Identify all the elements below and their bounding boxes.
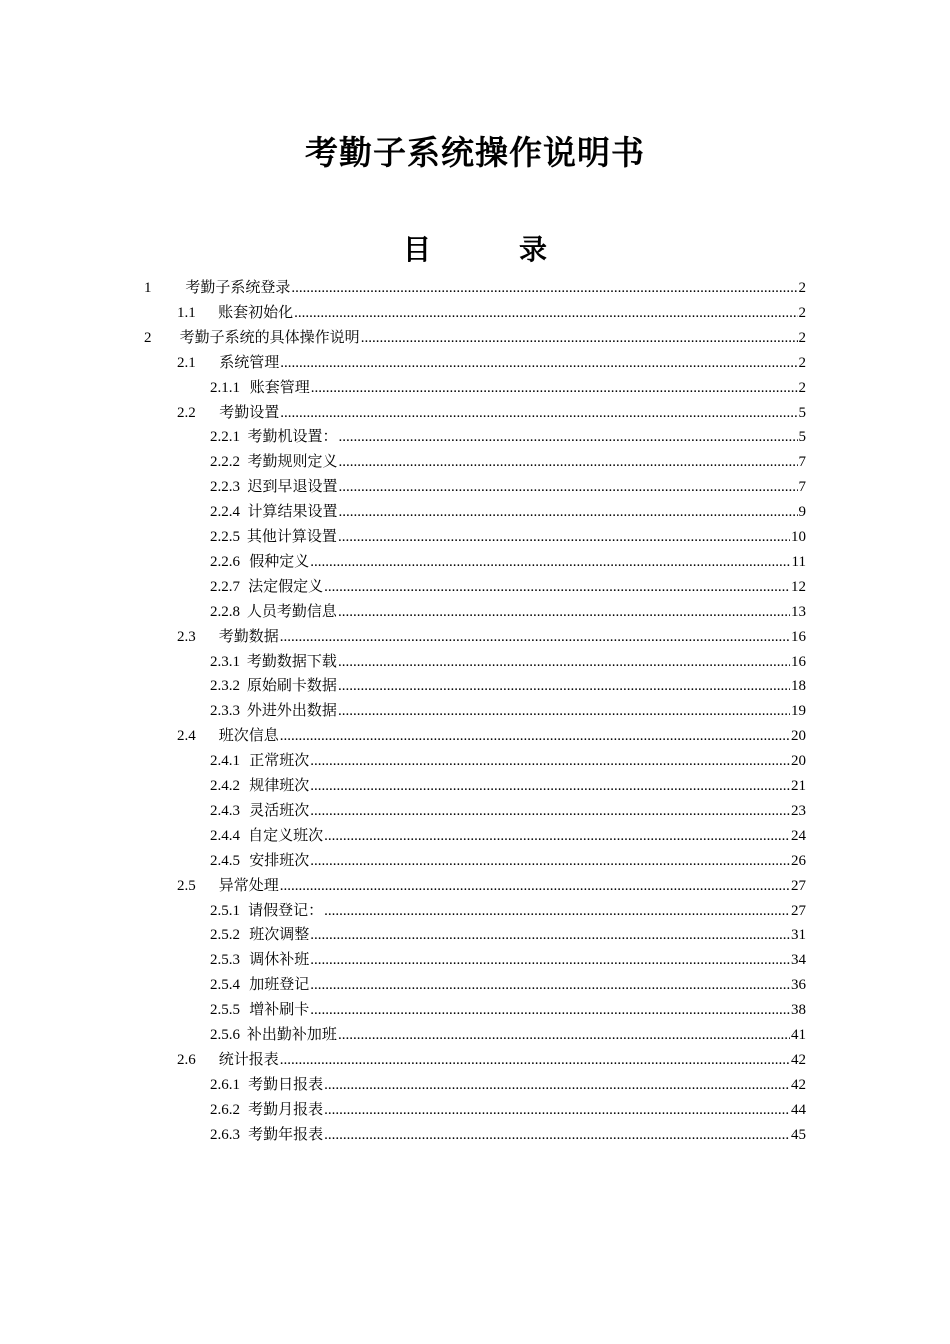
toc-dot-leader bbox=[310, 998, 790, 1023]
toc-entry[interactable] bbox=[210, 947, 806, 972]
toc-dot-leader bbox=[291, 276, 797, 301]
toc-entry-page-number: 45 bbox=[791, 1126, 806, 1143]
toc-heading: 目 录 bbox=[402, 233, 577, 266]
toc-entry-page-number: 44 bbox=[791, 1101, 806, 1118]
toc-entry-number: 2.3.3 bbox=[210, 703, 240, 720]
toc-entry-page-number: 12 bbox=[791, 578, 806, 595]
toc-entry-page-number: 31 bbox=[791, 927, 806, 944]
toc-dot-leader bbox=[324, 1073, 790, 1098]
toc-entry-page-number: 23 bbox=[791, 802, 806, 819]
toc-entry[interactable] bbox=[210, 997, 806, 1022]
toc-dot-leader bbox=[361, 326, 798, 351]
toc-entry[interactable] bbox=[177, 300, 806, 325]
toc-dot-leader bbox=[339, 425, 798, 450]
toc-entry-title: 考勤子系统登录 bbox=[185, 278, 291, 296]
toc-entry[interactable] bbox=[210, 673, 806, 698]
toc-entry[interactable] bbox=[210, 698, 806, 723]
toc-entry-title: 考勤年报表 bbox=[248, 1124, 324, 1143]
toc-dot-leader bbox=[338, 1023, 790, 1048]
toc-entry-number: 2.1.1 bbox=[210, 379, 240, 396]
toc-entry-title: 考勤月报表 bbox=[248, 1099, 324, 1118]
toc-entry-title: 账套初始化 bbox=[218, 302, 294, 321]
toc-entry-number: 2.4.3 bbox=[210, 802, 240, 819]
toc-entry[interactable] bbox=[177, 873, 806, 898]
toc-entry-number: 2.1 bbox=[177, 354, 196, 371]
toc-entry[interactable] bbox=[210, 748, 806, 773]
toc-entry-number: 2.2.1 bbox=[210, 429, 240, 446]
toc-dot-leader bbox=[324, 899, 790, 924]
toc-entry[interactable] bbox=[210, 773, 806, 798]
toc-entry-page-number: 26 bbox=[791, 852, 806, 869]
toc-dot-leader bbox=[310, 923, 790, 948]
toc-entry-page-number: 2 bbox=[798, 280, 806, 296]
toc-entry-title: 灵活班次 bbox=[249, 800, 310, 819]
toc-entry-number: 2.5.4 bbox=[210, 977, 240, 994]
toc-entry-number: 2.2.6 bbox=[210, 553, 240, 570]
toc-entry[interactable] bbox=[210, 549, 806, 574]
toc-entry-title: 考勤数据下载 bbox=[246, 651, 337, 670]
toc-entry-title: 人员考勤信息 bbox=[246, 601, 337, 620]
toc-entry[interactable] bbox=[210, 424, 806, 449]
toc-entry-title: 自定义班次 bbox=[248, 825, 324, 844]
toc-entry-page-number: 9 bbox=[798, 504, 806, 521]
toc-entry-title: 假种定义 bbox=[249, 551, 310, 570]
toc-entry[interactable] bbox=[210, 972, 806, 997]
toc-dot-leader bbox=[310, 774, 790, 799]
toc-entry-number: 2.6 bbox=[177, 1051, 196, 1068]
toc-entry-number: 2.2.2 bbox=[210, 454, 240, 471]
toc-entry-number: 2.4 bbox=[177, 728, 196, 745]
toc-entry-number: 2.3.2 bbox=[210, 678, 240, 695]
toc-entry-title: 考勤规则定义 bbox=[247, 452, 338, 471]
toc-entry-title: 异常处理 bbox=[218, 875, 279, 894]
toc-entry[interactable] bbox=[210, 1097, 806, 1122]
toc-entry-title: 外进外出数据 bbox=[246, 701, 337, 720]
toc-dot-leader bbox=[339, 475, 798, 500]
toc-dot-leader bbox=[280, 625, 790, 650]
toc-entry-title: 调休补班 bbox=[249, 950, 310, 969]
toc-entry[interactable] bbox=[177, 1047, 806, 1072]
toc-dot-leader bbox=[311, 376, 798, 401]
toc-entry-page-number: 27 bbox=[791, 877, 806, 894]
toc-entry-title: 安排班次 bbox=[249, 850, 310, 869]
toc-entry[interactable] bbox=[144, 275, 806, 300]
toc-dot-leader bbox=[339, 450, 798, 475]
toc-entry[interactable] bbox=[177, 723, 806, 748]
toc-entry-title: 考勤机设置： bbox=[247, 427, 338, 446]
toc-entry[interactable] bbox=[210, 798, 806, 823]
toc-entry[interactable] bbox=[210, 599, 806, 624]
toc-dot-leader bbox=[324, 1098, 790, 1123]
toc-entry-title: 请假登记： bbox=[248, 900, 324, 919]
toc-entry-number: 1.1 bbox=[177, 304, 196, 321]
toc-entry-page-number: 7 bbox=[798, 454, 806, 471]
toc-entry-page-number: 16 bbox=[791, 628, 806, 645]
toc-dot-leader bbox=[338, 699, 790, 724]
toc-dot-leader bbox=[338, 600, 790, 625]
toc-entry-number: 1 bbox=[144, 280, 152, 296]
toc-entry[interactable] bbox=[210, 823, 806, 848]
toc-entry-number: 2.5.1 bbox=[210, 902, 240, 919]
toc-entry-page-number: 38 bbox=[791, 1002, 806, 1019]
toc-entry-number: 2.5.2 bbox=[210, 927, 240, 944]
toc-entry[interactable] bbox=[210, 474, 806, 499]
toc-entry-page-number: 20 bbox=[791, 728, 806, 745]
toc-entry-number: 2.6.2 bbox=[210, 1101, 240, 1118]
toc-entry-page-number: 21 bbox=[791, 778, 806, 794]
toc-dot-leader bbox=[280, 351, 797, 376]
toc-entry[interactable] bbox=[210, 922, 806, 947]
toc-dot-leader bbox=[324, 575, 790, 600]
toc-entry[interactable] bbox=[144, 325, 806, 350]
toc-entry-page-number: 34 bbox=[791, 952, 806, 969]
toc-entry-number: 2.5.5 bbox=[210, 1002, 240, 1019]
toc-entry-number: 2.4.1 bbox=[210, 753, 240, 770]
toc-dot-leader bbox=[280, 401, 797, 426]
toc-dot-leader bbox=[338, 525, 790, 550]
toc-entry-page-number: 42 bbox=[791, 1051, 806, 1068]
toc-entry-page-number: 24 bbox=[791, 827, 806, 844]
toc-entry[interactable] bbox=[210, 649, 806, 674]
toc-entry-number: 2.2 bbox=[177, 404, 196, 421]
toc-dot-leader bbox=[310, 550, 790, 575]
toc-entry-title: 账套管理 bbox=[249, 377, 310, 396]
toc-dot-leader bbox=[324, 824, 790, 849]
toc-entry-page-number: 16 bbox=[791, 653, 806, 670]
toc-entry[interactable] bbox=[210, 1072, 806, 1097]
document-title: 考勤子系统操作说明书 bbox=[305, 133, 645, 172]
toc-entry[interactable] bbox=[210, 898, 806, 923]
toc-entry-title: 正常班次 bbox=[249, 751, 310, 770]
toc-entry-number: 2.3 bbox=[177, 628, 196, 645]
toc-dot-leader bbox=[338, 674, 790, 699]
toc-entry-number: 2.2.4 bbox=[210, 504, 240, 521]
toc-entry-page-number: 2 bbox=[798, 379, 806, 396]
toc-entry-title: 考勤日报表 bbox=[248, 1074, 324, 1093]
toc-entry-page-number: 5 bbox=[798, 429, 806, 446]
toc-entry-page-number: 10 bbox=[791, 529, 806, 545]
toc-entry-page-number: 7 bbox=[798, 479, 806, 496]
toc-entry-page-number: 5 bbox=[798, 404, 806, 421]
toc-entry-title: 原始刷卡数据 bbox=[246, 676, 337, 695]
toc-entry-number: 2.4.5 bbox=[210, 852, 240, 869]
toc-entry-title: 系统管理 bbox=[219, 352, 280, 371]
toc-entry-title: 班次信息 bbox=[218, 726, 279, 745]
toc-dot-leader bbox=[280, 724, 790, 749]
toc-dot-leader bbox=[280, 1048, 790, 1073]
toc-entry-title: 考勤数据 bbox=[218, 626, 279, 645]
toc-entry-number: 2.2.5 bbox=[210, 529, 240, 545]
toc-entry[interactable] bbox=[177, 400, 806, 425]
toc-entry-title: 考勤设置 bbox=[219, 402, 280, 421]
toc-dot-leader bbox=[310, 849, 790, 874]
toc-entry-number: 2.6.3 bbox=[210, 1126, 240, 1143]
toc-entry[interactable] bbox=[210, 574, 806, 599]
toc-entry-number: 2.5 bbox=[177, 877, 196, 894]
toc-entry-title: 班次调整 bbox=[249, 925, 310, 944]
toc-entry-number: 2.3.1 bbox=[210, 653, 240, 670]
toc-entry-title: 补出勤补加班 bbox=[246, 1025, 337, 1043]
toc-entry-title: 加班登记 bbox=[249, 975, 310, 994]
toc-entry-page-number: 42 bbox=[791, 1076, 806, 1093]
toc-entry[interactable] bbox=[210, 375, 806, 400]
toc-entry[interactable] bbox=[210, 449, 806, 474]
toc-entry-page-number: 2 bbox=[798, 329, 806, 346]
toc-entry[interactable] bbox=[210, 499, 806, 524]
toc-entry-number: 2 bbox=[144, 329, 152, 346]
toc-entry-title: 迟到早退设置 bbox=[247, 477, 338, 496]
toc-entry-title: 法定假定义 bbox=[248, 576, 324, 595]
toc-entry-number: 2.4.2 bbox=[210, 778, 240, 794]
toc-entry-number: 2.6.1 bbox=[210, 1076, 240, 1093]
toc-entry-page-number: 36 bbox=[791, 977, 806, 994]
toc-entry-number: 2.2.7 bbox=[210, 578, 240, 595]
toc-entry-title: 其他计算设置 bbox=[246, 527, 337, 545]
toc-dot-leader bbox=[310, 948, 790, 973]
toc-dot-leader bbox=[280, 874, 790, 899]
toc-entry-page-number: 20 bbox=[791, 753, 806, 770]
toc-dot-leader bbox=[339, 500, 798, 525]
toc-entry-number: 2.5.6 bbox=[210, 1027, 240, 1043]
toc-entry-title: 计算结果设置 bbox=[247, 502, 338, 521]
toc-entry-page-number: 13 bbox=[791, 603, 806, 620]
toc-entry-title: 考勤子系统的具体操作说明 bbox=[179, 327, 360, 346]
toc-entry-page-number: 2 bbox=[798, 354, 806, 371]
toc-entry-page-number: 27 bbox=[791, 902, 806, 919]
toc-entry[interactable] bbox=[210, 1022, 806, 1047]
toc-dot-leader bbox=[294, 301, 797, 326]
toc-entry-number: 2.2.8 bbox=[210, 603, 240, 620]
toc-entry[interactable] bbox=[177, 350, 806, 375]
toc-entry-title: 增补刷卡 bbox=[249, 1000, 310, 1019]
toc-entry[interactable] bbox=[210, 524, 806, 549]
toc-entry-page-number: 19 bbox=[791, 703, 806, 720]
toc-entry-page-number: 41 bbox=[791, 1027, 806, 1043]
toc-entry[interactable] bbox=[210, 848, 806, 873]
toc-dot-leader bbox=[324, 1123, 790, 1148]
toc-entry[interactable] bbox=[210, 1122, 806, 1147]
toc-entry-number: 2.5.3 bbox=[210, 952, 240, 969]
toc-dot-leader bbox=[310, 749, 790, 774]
toc-entry-title: 统计报表 bbox=[218, 1049, 279, 1068]
toc-entry-page-number: 18 bbox=[791, 678, 806, 695]
toc-entry[interactable] bbox=[177, 624, 806, 649]
toc-entry-number: 2.2.3 bbox=[210, 479, 240, 496]
toc-dot-leader bbox=[310, 799, 790, 824]
toc-dot-leader bbox=[310, 973, 790, 998]
toc-entry-page-number: 2 bbox=[798, 304, 806, 321]
toc-entry-title: 规律班次 bbox=[249, 776, 310, 794]
toc-entry-number: 2.4.4 bbox=[210, 827, 240, 844]
toc-entry-page-number: 11 bbox=[791, 553, 806, 570]
toc-dot-leader bbox=[338, 650, 790, 675]
